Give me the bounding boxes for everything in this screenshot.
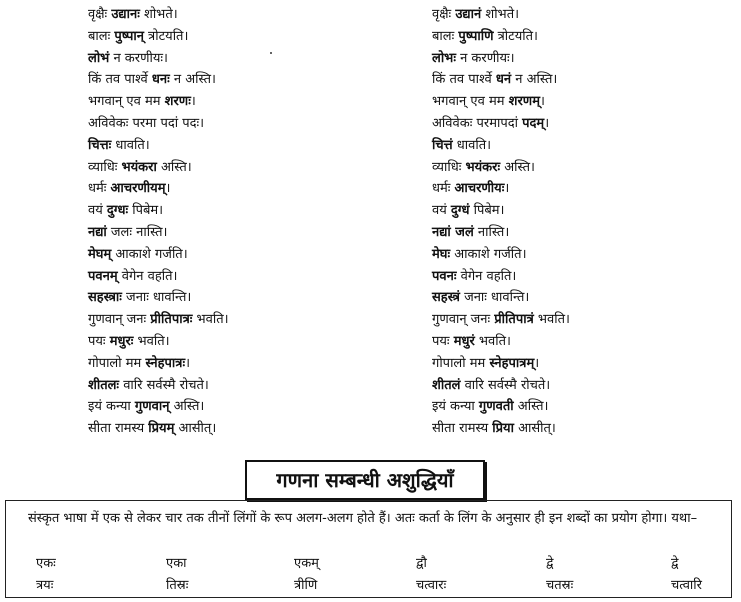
sentence-bold: पुष्पाणि bbox=[458, 28, 494, 44]
sentence-bold: मधुरः bbox=[109, 333, 134, 349]
sentence-row bbox=[88, 91, 229, 113]
table-cell: त्रयः bbox=[36, 578, 54, 593]
sentence-bold: भयंकरः bbox=[465, 159, 501, 175]
sentence-bold: शीतलः bbox=[88, 377, 120, 393]
sentence-post: त्रोटयति। bbox=[143, 28, 189, 44]
sentence-bold: सहस्त्राः bbox=[88, 290, 122, 306]
sentence-bold: दुग्धः bbox=[106, 203, 129, 219]
sentence-post: वेगेन वहति। bbox=[456, 268, 517, 284]
sentence-pre: सीता रामस्य bbox=[432, 421, 493, 437]
sentence-bold: स्नेहपात्रः bbox=[145, 355, 186, 371]
sentence-bold: आचरणीयम् bbox=[110, 181, 166, 197]
table-cell: चतस्रः bbox=[546, 578, 574, 593]
sentence-row bbox=[88, 309, 229, 331]
sentence-post: भवति। bbox=[533, 312, 570, 328]
sentence-bold: लोभं bbox=[88, 50, 110, 66]
sentence-post: न अस्ति। bbox=[169, 72, 216, 88]
sentence-bold: शरणम् bbox=[508, 94, 540, 110]
sentence-bold: पुष्पान् bbox=[114, 28, 144, 44]
sentence-pre: भगवान् एव मम bbox=[432, 94, 509, 110]
table-cell: एकम् bbox=[294, 556, 319, 571]
sentence-row bbox=[432, 287, 570, 309]
sentence-row bbox=[88, 4, 229, 26]
table-cell: द्वे bbox=[546, 556, 554, 571]
sentence-row bbox=[432, 353, 570, 375]
sentence-post: जनाः धावन्ति। bbox=[459, 290, 530, 306]
table-cell: एकः bbox=[36, 556, 56, 571]
sentence-post: । bbox=[190, 94, 196, 110]
sentence-bold: भयंकरा bbox=[121, 159, 157, 175]
sentence-bold: धनः bbox=[151, 72, 170, 88]
sentence-pre: पयः bbox=[88, 333, 110, 349]
sentence-row bbox=[432, 113, 570, 135]
sentence-bold: मेघम् bbox=[88, 246, 112, 262]
sentence-row bbox=[432, 396, 570, 418]
sentence-row bbox=[88, 266, 229, 288]
sentence-bold: पदम् bbox=[522, 115, 545, 131]
sentence-post: । bbox=[185, 355, 191, 371]
note-paragraph: संस्कृत भाषा में एक से लेकर चार तक तीनों लिंगों के रूप अलग-अलग होते हैं। अतः कर्ता के लिंग के अनुसार ही इन शब्दों का प्रयोग होगा। यथा– bbox=[28, 511, 698, 526]
sentence-bold: गुणवती bbox=[478, 399, 514, 415]
table-cell: तिस्रः bbox=[166, 578, 189, 593]
sentence-row bbox=[432, 331, 570, 353]
sentence-post: आसीत्। bbox=[174, 421, 217, 437]
sentence-bold: नद्यां bbox=[88, 224, 107, 240]
sentence-post: भवति। bbox=[133, 333, 170, 349]
sentence-row bbox=[88, 200, 229, 222]
sentence-post: आकाशे गर्जति। bbox=[111, 246, 188, 262]
sentence-row bbox=[432, 418, 570, 440]
sentence-post: भवति। bbox=[192, 312, 229, 328]
sentence-pre: व्याधिः bbox=[88, 159, 122, 175]
sentence-bold: दुग्धं bbox=[450, 203, 470, 219]
table-cell: चत्वारि bbox=[671, 578, 702, 593]
sentence-bold: प्रिया bbox=[492, 421, 514, 437]
sentence-bold: उद्यानं bbox=[455, 7, 482, 22]
sentence-row bbox=[88, 396, 229, 418]
sentence-post: पिबेम। bbox=[128, 203, 164, 219]
table-row bbox=[6, 575, 731, 595]
sentence-pre: गोपालो मम bbox=[432, 355, 490, 371]
sentence-row bbox=[88, 135, 229, 157]
sentence-post: त्रोटयति। bbox=[493, 28, 538, 44]
sentence-bold: शीतलं bbox=[432, 377, 461, 393]
sentence-post: न करणीयः। bbox=[455, 50, 515, 66]
stray-dot bbox=[270, 52, 272, 54]
sentence-row bbox=[88, 113, 229, 135]
sentence-bold: आचरणीयः bbox=[454, 181, 505, 197]
sentence-row bbox=[432, 222, 570, 244]
sentence-row bbox=[432, 91, 570, 113]
sentence-bold: नद्यां जलं bbox=[432, 224, 474, 240]
sentence-bold: शरणः bbox=[164, 94, 191, 110]
sentence-row bbox=[432, 375, 570, 397]
sentence-bold: मेघः bbox=[432, 246, 451, 262]
sentence-pre: अविवेकः परमापदां bbox=[432, 115, 523, 131]
sentence-post: । bbox=[534, 355, 540, 371]
sentence-post: शोभते। bbox=[139, 7, 178, 22]
sentence-row bbox=[88, 418, 229, 440]
sentence-row bbox=[432, 69, 570, 91]
sentence-bold: प्रीतिपात्रः bbox=[150, 312, 193, 328]
sentence-row bbox=[88, 157, 229, 179]
sentence-post: वारि सर्वस्मै रोचते। bbox=[119, 377, 209, 393]
sentence-post: जनाः धावन्ति। bbox=[121, 290, 192, 306]
incorrect-sentences-column bbox=[88, 4, 229, 440]
correct-sentences-column bbox=[432, 4, 570, 440]
sentence-pre: वृक्षैः bbox=[432, 7, 456, 22]
sentence-post: धावति। bbox=[452, 137, 492, 153]
sentence-post: अस्ति। bbox=[156, 159, 192, 175]
counting-note-box bbox=[5, 500, 732, 598]
sentence-row bbox=[88, 287, 229, 309]
sentence-bold: प्रियम् bbox=[148, 421, 175, 437]
sentence-post: अस्ति। bbox=[513, 399, 549, 415]
sentence-row bbox=[88, 69, 229, 91]
sentence-pre: बालः bbox=[432, 28, 459, 44]
table-cell: एका bbox=[166, 556, 187, 571]
sentence-row bbox=[432, 26, 570, 48]
sentence-row bbox=[432, 200, 570, 222]
sentence-pre: धर्मः bbox=[88, 181, 111, 197]
sentence-post: । bbox=[544, 115, 550, 131]
sentence-row bbox=[88, 26, 229, 48]
sentence-pre: पयः bbox=[432, 333, 454, 349]
sentence-row bbox=[88, 353, 229, 375]
sentence-post: न अस्ति। bbox=[511, 72, 558, 88]
table-row bbox=[6, 553, 731, 573]
sentence-bold: धनं bbox=[495, 72, 512, 88]
sentence-pre: गोपालो मम bbox=[88, 355, 146, 371]
sentence-pre: गुणवान् जनः bbox=[88, 312, 151, 328]
sentence-bold: चित्तः bbox=[88, 137, 112, 153]
sentence-post: नास्ति। bbox=[473, 224, 510, 240]
sentence-bold: मधुरं bbox=[453, 333, 475, 349]
sentence-bold: पवनः bbox=[432, 268, 457, 284]
sentence-bold: सहस्त्रं bbox=[432, 290, 460, 306]
sentence-post: शोभते। bbox=[481, 7, 520, 22]
sentence-pre: इयं कन्या bbox=[88, 399, 135, 415]
sentence-bold: पवनम् bbox=[88, 268, 118, 284]
sentence-pre: बालः bbox=[88, 28, 115, 44]
sentence-pre: वयं bbox=[88, 203, 107, 219]
table-cell: चत्वारः bbox=[416, 578, 447, 593]
sentence-pre: भगवान् एव मम bbox=[88, 94, 165, 110]
sentence-post: । bbox=[539, 94, 545, 110]
sentence-pre: व्याधिः bbox=[432, 159, 466, 175]
sentence-post: जलः नास्ति। bbox=[106, 224, 168, 240]
table-cell: त्रीणि bbox=[294, 578, 318, 593]
sentence-row bbox=[88, 375, 229, 397]
sentence-bold: गुणवान् bbox=[134, 399, 170, 415]
sentence-bold: उद्यानः bbox=[111, 7, 140, 22]
table-cell: द्वौ bbox=[416, 556, 427, 571]
sentence-bold: प्रीतिपात्रं bbox=[494, 312, 534, 328]
sentence-row bbox=[432, 135, 570, 157]
sentence-pre: सीता रामस्य bbox=[88, 421, 149, 437]
sentence-row bbox=[432, 266, 570, 288]
sentence-bold: स्नेहपात्रम् bbox=[489, 355, 535, 371]
sentence-row bbox=[432, 309, 570, 331]
sentence-bold: चित्तं bbox=[432, 137, 453, 153]
sentence-row bbox=[88, 331, 229, 353]
sentence-row bbox=[432, 48, 570, 70]
sentence-post: आसीत्। bbox=[513, 421, 556, 437]
sentence-post: पिबेम। bbox=[469, 203, 505, 219]
sentence-pre: वयं bbox=[432, 203, 451, 219]
sentence-row bbox=[88, 244, 229, 266]
table-cell: द्वे bbox=[671, 556, 679, 571]
sentence-post: अस्ति। bbox=[169, 399, 205, 415]
sentence-pre: वृक्षैः bbox=[88, 7, 112, 22]
sentence-post: वेगेन वहति। bbox=[117, 268, 178, 284]
sentence-pre: किं तव पार्श्वे bbox=[432, 72, 496, 88]
sentence-pre: इयं कन्या bbox=[432, 399, 479, 415]
sentence-row bbox=[88, 48, 229, 70]
sentence-post: । bbox=[165, 181, 171, 197]
sentence-post: भवति। bbox=[474, 333, 511, 349]
sentence-pre: किं तव पार्श्वे bbox=[88, 72, 152, 88]
sentence-bold: लोभः bbox=[432, 50, 456, 66]
sentence-row bbox=[432, 244, 570, 266]
sentence-post: धावति। bbox=[111, 137, 150, 153]
sentence-pre: गुणवान् जनः bbox=[432, 312, 495, 328]
sentence-row bbox=[88, 178, 229, 200]
sentence-post: वारि सर्वस्मै रोचते। bbox=[460, 377, 551, 393]
sentence-row bbox=[432, 178, 570, 200]
sentence-post: न करणीयः। bbox=[109, 50, 168, 66]
sentence-post: । bbox=[504, 181, 510, 197]
sentence-pre: धर्मः bbox=[432, 181, 455, 197]
sentence-post: आकाशे गर्जति। bbox=[450, 246, 527, 262]
sentence-post: अस्ति। bbox=[500, 159, 535, 175]
sentence-row bbox=[432, 157, 570, 179]
sentence-row bbox=[88, 222, 229, 244]
section-title: गणना सम्बन्धी अशुद्धियाँ bbox=[245, 460, 485, 500]
sentence-row bbox=[432, 4, 570, 26]
sentence-pre: अविवेकः परमा पदां पदः। bbox=[88, 115, 205, 131]
